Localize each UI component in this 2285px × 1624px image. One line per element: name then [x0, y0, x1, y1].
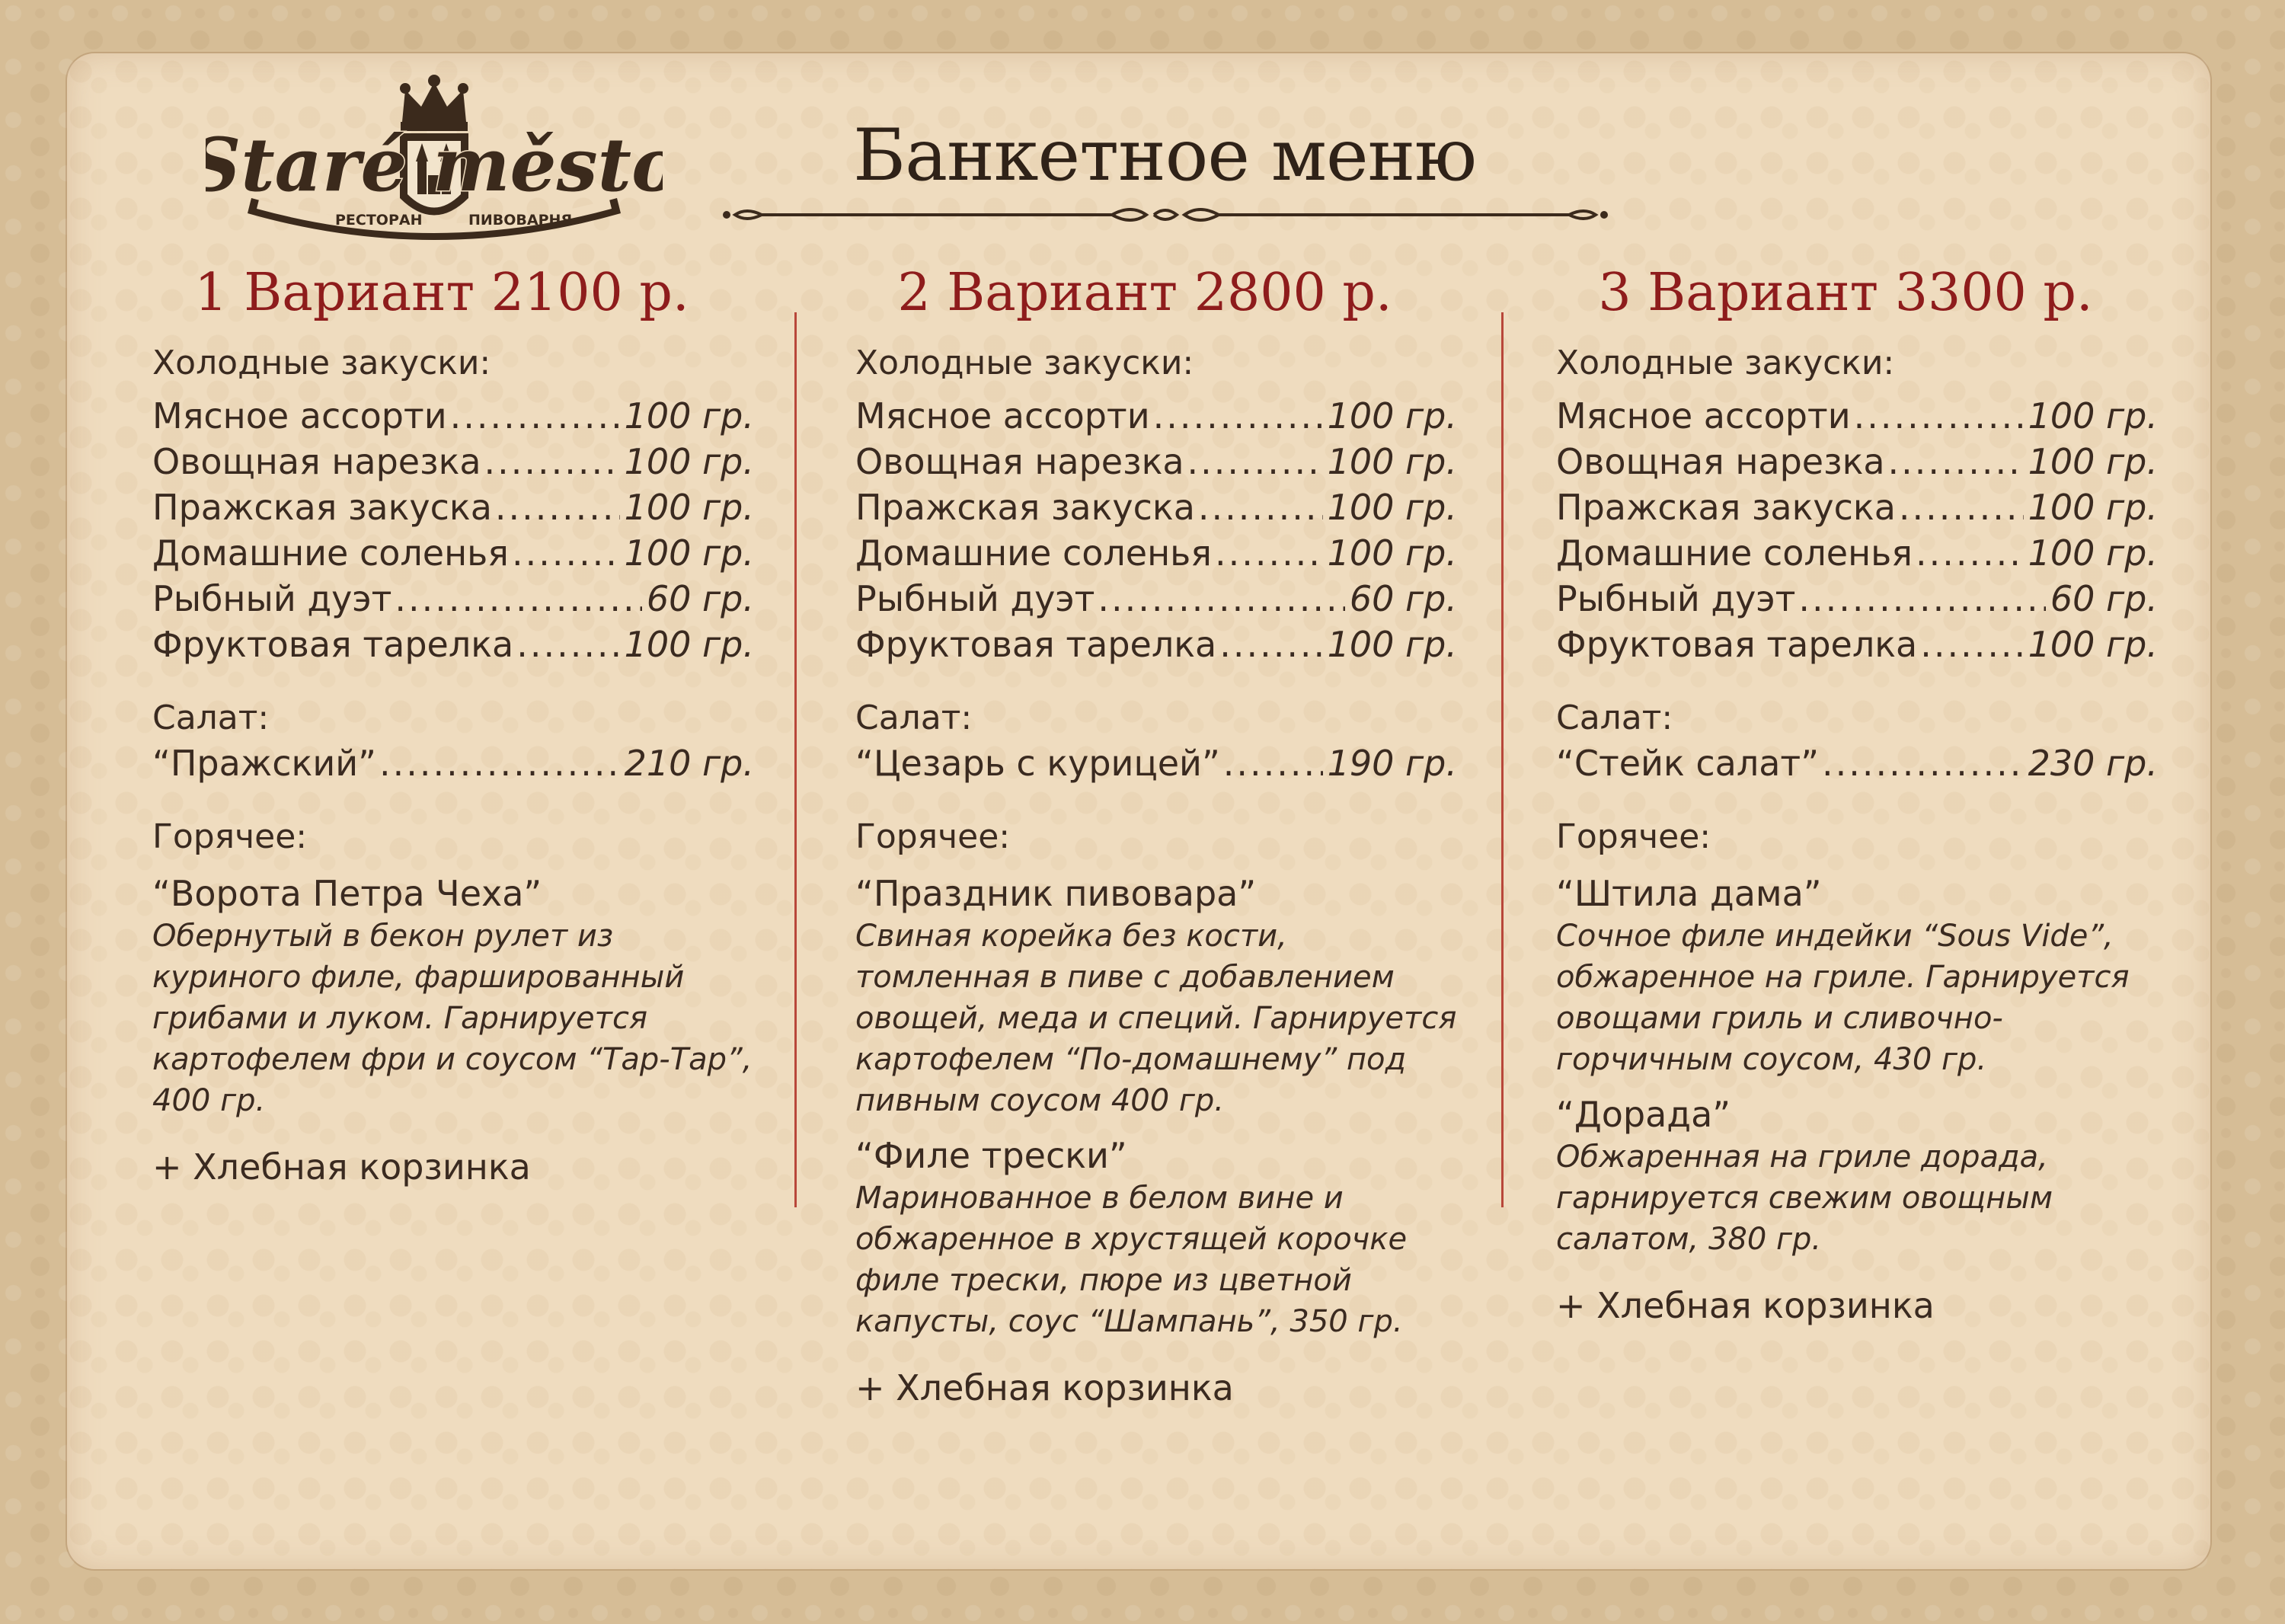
- hot-dish-name: “Ворота Петра Чеха”: [152, 873, 542, 914]
- menu-item-row: [855, 622, 1457, 667]
- page-title: Банкетное меню: [853, 114, 1477, 197]
- item-weight: 230 гр.: [2028, 743, 2158, 784]
- logo-emblem: [206, 69, 663, 251]
- item-name: Пражская закуска: [152, 487, 492, 528]
- menu-variant-1: [152, 259, 807, 1190]
- logo-left-word: РЕСТОРАН: [335, 212, 423, 229]
- item-weight: 100 гр.: [1327, 532, 1457, 574]
- item-weight: 100 гр.: [624, 487, 754, 528]
- item-weight: 100 гр.: [624, 395, 754, 436]
- menu-item-row: [1556, 576, 2158, 622]
- variant-heading: 2 Вариант 2800 р.: [897, 263, 1392, 323]
- hot-dish-description: Сочное филе индейки “Sous Vide”, обжаренное на гриле. Гарнируется овощами гриль и сливочно-горчичным соусом, 430 гр.: [1556, 919, 2130, 1077]
- item-name: Фруктовая тарелка: [152, 624, 514, 665]
- item-name: Мясное ассорти: [855, 395, 1150, 436]
- item-name: “Цезарь с курицей”: [855, 743, 1220, 784]
- leader-dots: [1920, 622, 2023, 667]
- item-weight: 210 гр.: [624, 743, 754, 784]
- leader-dots: [1215, 530, 1323, 576]
- leader-dots: [1822, 740, 2024, 786]
- menu-item-row: [855, 393, 1457, 439]
- leader-dots: [395, 576, 641, 622]
- menu-item-row: [1556, 622, 2158, 667]
- hot-dish-description: Свиная корейка без кости, томленная в пиве с добавлением овощей, меда и специй. Гарнируется картофелем “По-домашнему” под пивным соусом 400 гр.: [855, 919, 1457, 1118]
- salad-row: [855, 740, 1457, 786]
- cold-appetizers-list: [152, 393, 807, 667]
- leader-dots: [1187, 439, 1323, 484]
- menu-item-row: [855, 484, 1457, 530]
- menu-item-row: [1556, 439, 2158, 484]
- leader-dots: [1798, 576, 2045, 622]
- cold-appetizers-label: Холодные закуски:: [1556, 344, 1895, 382]
- menu-item-row: [152, 393, 754, 439]
- item-name: Овощная нарезка: [1556, 441, 1885, 482]
- menu-item-row: [152, 484, 754, 530]
- item-name: “Пражский”: [152, 743, 376, 784]
- bread-basket-note: + Хлебная корзинка: [152, 1146, 531, 1188]
- item-name: Фруктовая тарелка: [855, 624, 1217, 665]
- restaurant-logo: [206, 69, 663, 251]
- item-name: “Стейк салат”: [1556, 743, 1820, 784]
- title-ornament-rule: [716, 200, 1615, 230]
- salad-label: Салат:: [855, 699, 973, 737]
- item-name: Пражская закуска: [855, 487, 1195, 528]
- leader-dots: [495, 484, 620, 530]
- leader-dots: [1153, 393, 1323, 439]
- salad-label: Салат:: [152, 699, 270, 737]
- menu-item-row: [152, 530, 754, 576]
- item-weight: 100 гр.: [1327, 395, 1457, 436]
- leader-dots: [1888, 439, 2024, 484]
- menu-item-row: [152, 439, 754, 484]
- item-weight: 100 гр.: [624, 532, 754, 574]
- item-name: Овощная нарезка: [152, 441, 481, 482]
- item-weight: 100 гр.: [1327, 487, 1457, 528]
- menu-item-row: [1556, 393, 2158, 439]
- item-name: Рыбный дуэт: [855, 578, 1095, 619]
- menu-item-row: [855, 530, 1457, 576]
- hot-dish-description: Обернутый в бекон рулет из куриного филе, фаршированный грибами и луком. Гарнируется картофелем фри и соусом “Тар-Тар”, 400 гр.: [152, 919, 753, 1118]
- item-weight: 60 гр.: [2050, 578, 2158, 619]
- item-weight: 100 гр.: [2028, 532, 2158, 574]
- leader-dots: [512, 530, 620, 576]
- leader-dots: [484, 439, 620, 484]
- cold-appetizers-label: Холодные закуски:: [855, 344, 1194, 382]
- menu-item-row: [1556, 530, 2158, 576]
- variant-heading: 3 Вариант 3300 р.: [1598, 263, 2093, 323]
- menu-variant-3: [1556, 259, 2211, 1328]
- leader-dots: [1219, 622, 1322, 667]
- hot-dish-description: Обжаренная на гриле дорада, гарнируется свежим овощным салатом, 380 гр.: [1556, 1140, 2053, 1257]
- menu-item-row: [855, 439, 1457, 484]
- menu-item-row: [152, 622, 754, 667]
- variant-heading: 1 Вариант 2100 р.: [194, 263, 689, 323]
- logo-right-word: ПИВОВАРНЯ: [468, 212, 573, 229]
- salad-row: [1556, 740, 2158, 786]
- item-name: Домашние соленья: [152, 532, 509, 574]
- menu-item-row: [152, 576, 754, 622]
- leader-dots: [1854, 393, 2024, 439]
- salad-label: Салат:: [1556, 699, 1673, 737]
- hot-dish-name: “Дорада”: [1556, 1094, 1731, 1135]
- cold-appetizers-list: [855, 393, 1510, 667]
- menu-item-row: [855, 576, 1457, 622]
- hot-dishes-label: Горячее:: [1556, 817, 1711, 856]
- leader-dots: [1098, 576, 1344, 622]
- item-name: Домашние соленья: [1556, 532, 1913, 574]
- item-name: Мясное ассорти: [152, 395, 447, 436]
- item-weight: 100 гр.: [1327, 441, 1457, 482]
- hot-dishes-label: Горячее:: [152, 817, 308, 856]
- menu-variant-2: [855, 259, 1510, 1411]
- hot-dishes-label: Горячее:: [855, 817, 1011, 856]
- cold-appetizers-list: [1556, 393, 2211, 667]
- menu-item-row: [1556, 484, 2158, 530]
- item-weight: 190 гр.: [1327, 743, 1457, 784]
- leader-dots: [1198, 484, 1323, 530]
- item-name: Фруктовая тарелка: [1556, 624, 1918, 665]
- salad-row: [152, 740, 754, 786]
- hot-dish-description: Маринованное в белом вине и обжаренное в хрустящей корочке филе трески, пюре из цветной капусты, соус “Шампань”, 350 гр.: [855, 1181, 1408, 1339]
- item-weight: 60 гр.: [646, 578, 754, 619]
- item-name: Пражская закуска: [1556, 487, 1896, 528]
- hot-dish-name: “Филе трески”: [855, 1135, 1127, 1176]
- item-name: Овощная нарезка: [855, 441, 1184, 482]
- item-name: Мясное ассорти: [1556, 395, 1851, 436]
- item-weight: 100 гр.: [1327, 624, 1457, 665]
- hot-dish-name: “Праздник пивовара”: [855, 873, 1257, 914]
- item-weight: 60 гр.: [1349, 578, 1457, 619]
- logo-wordmark: Staré město: [206, 122, 663, 208]
- item-weight: 100 гр.: [2028, 395, 2158, 436]
- item-weight: 100 гр.: [624, 624, 754, 665]
- leader-dots: [1223, 740, 1323, 786]
- bread-basket-note: + Хлебная корзинка: [855, 1367, 1234, 1408]
- leader-dots: [516, 622, 619, 667]
- cold-appetizers-label: Холодные закуски:: [152, 344, 491, 382]
- leader-dots: [379, 740, 620, 786]
- item-name: Рыбный дуэт: [1556, 578, 1796, 619]
- hot-dish-name: “Штила дама”: [1556, 873, 1822, 914]
- item-weight: 100 гр.: [2028, 441, 2158, 482]
- leader-dots: [450, 393, 620, 439]
- bread-basket-note: + Хлебная корзинка: [1556, 1285, 1935, 1326]
- item-name: Домашние соленья: [855, 532, 1212, 574]
- leader-dots: [1899, 484, 2024, 530]
- item-weight: 100 гр.: [2028, 624, 2158, 665]
- item-weight: 100 гр.: [624, 441, 754, 482]
- item-weight: 100 гр.: [2028, 487, 2158, 528]
- item-name: Рыбный дуэт: [152, 578, 392, 619]
- leader-dots: [1916, 530, 2024, 576]
